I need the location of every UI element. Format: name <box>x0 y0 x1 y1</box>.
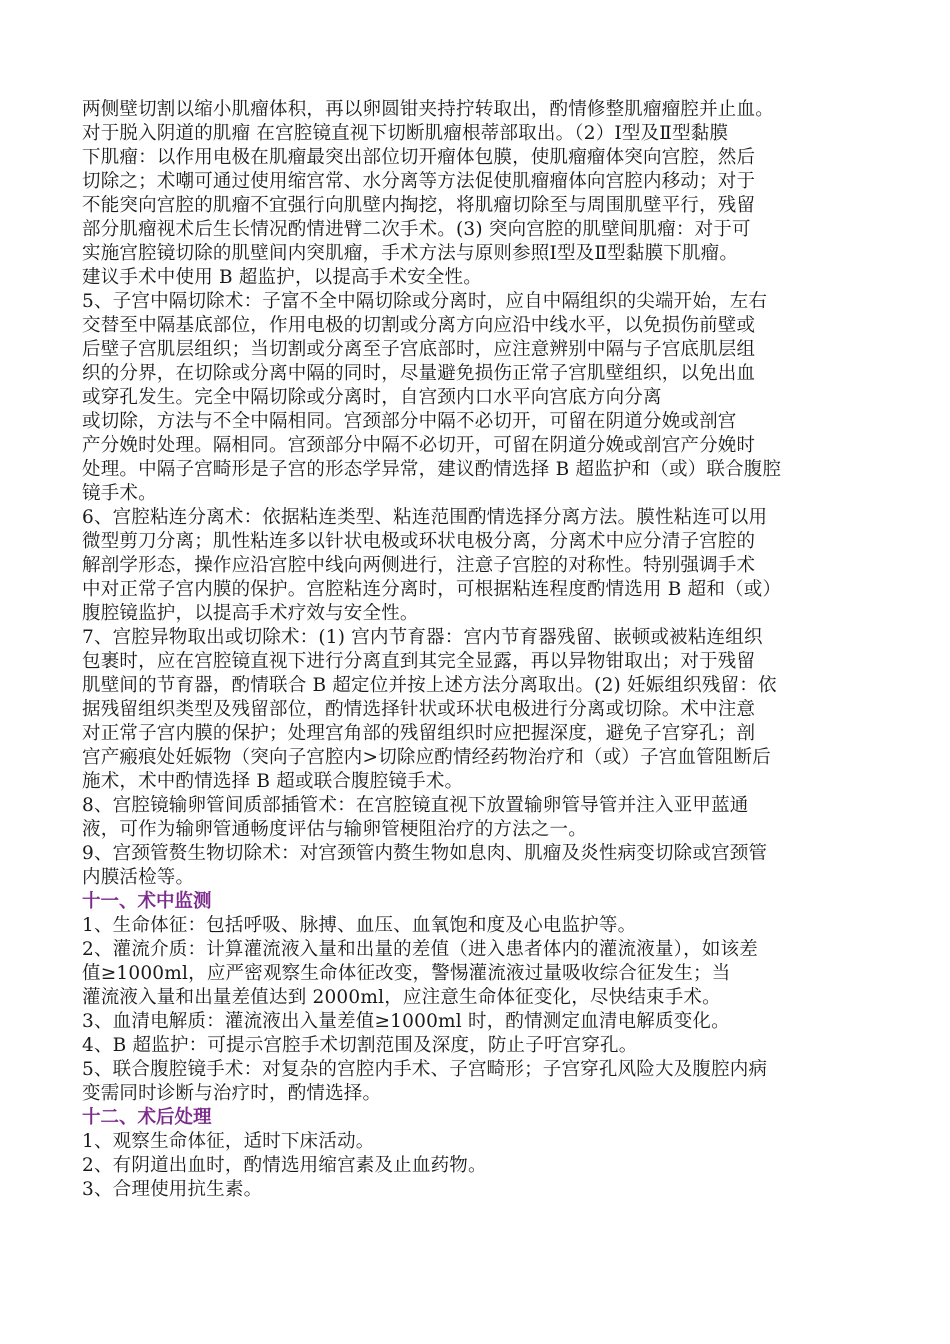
text-line: 对于脱入阴道的肌瘤 在宫腔镜直视下切断肌瘤根蒂部取出。（2）Ⅰ型及Ⅱ型黏膜 <box>82 123 729 144</box>
text-line: 4、B 超监护：可提示宫腔手术切割范围及深度，防止子吁宫穿孔。 <box>82 1035 638 1056</box>
text-line: 7、宫腔异物取出或切除术：(1) 宫内节育器：宫内节育器残留、嵌顿或被粘连组织 <box>82 627 763 648</box>
section-heading: 十一、术中监测 <box>82 891 212 912</box>
section-heading: 十二、术后处理 <box>82 1107 212 1128</box>
text-line: 内膜活检等。 <box>82 867 195 888</box>
text-line: 建议手术中使用 B 超监护，以提高手术安全性。 <box>82 267 482 288</box>
text-line: 2、灌流介质：计算灌流液入量和出量的差值（进入患者体内的灌流液量），如该差 <box>82 939 758 960</box>
text-line: 2、有阴道出血时，酌情选用缩宫素及止血药物。 <box>82 1155 487 1176</box>
section-intraop-monitoring <box>82 890 878 1106</box>
text-line: 解剖学形态，操作应沿宫腔中线向两侧进行，注意子宫腔的对称性。特别强调手术 <box>82 555 756 576</box>
text-line: 微型剪刀分离；肌性粘连多以针状电极或环状电极分离，分离术中应分清子宫腔的 <box>82 531 756 552</box>
text-line: 实施宫腔镜切除的肌壁间内突肌瘤，手术方法与原则参照Ⅰ型及Ⅱ型黏膜下肌瘤。 <box>82 243 739 264</box>
text-line: 1、生命体征：包括呼吸、脉搏、血压、血氧饱和度及心电监护等。 <box>82 915 637 936</box>
text-line: 处理。中隔子宫畸形是子宫的形态学异常，建议酌情选择 B 超监护和（或）联合腹腔 <box>82 459 782 480</box>
text-line: 5、联合腹腔镜手术：对复杂的宫腔内手术、子宫畸形；子宫穿孔风险大及腹腔内病 <box>82 1059 768 1080</box>
body-text <box>82 98 878 890</box>
text-line: 或穿孔发生。完全中隔切除或分离时，自宫颈内口水平向宫底方向分离 <box>82 387 662 408</box>
section-postop-care <box>82 1106 878 1202</box>
text-line: 灌流液入量和出量差值达到 2000ml，应注意生命体征变化，尽快结束手术。 <box>82 987 721 1008</box>
text-line: 两侧壁切割以缩小肌瘤体积，再以卵圆钳夹持拧转取出，酌情修整肌瘤瘤腔并止血。 <box>82 99 774 120</box>
text-line: 或切除，方法与不全中隔相同。宫颈部分中隔不必切开，可留在阴道分娩或剖宫 <box>82 411 737 432</box>
text-line: 对正常子宫内膜的保护；处理宫角部的残留组织时应把握深度，避免子宫穿孔；剖 <box>82 723 756 744</box>
text-line: 8、宫腔镜输卵管间质部插管术：在宫腔镜直视下放置输卵管导管并注入亚甲蓝通 <box>82 795 749 816</box>
text-line: 镜手术。 <box>82 483 157 504</box>
text-line: 变需同时诊断与治疗时，酌情选择。 <box>82 1083 382 1104</box>
text-line: 1、观察生命体征，适时下床活动。 <box>82 1131 375 1152</box>
text-line: 不能突向宫腔的肌瘤不宜强行向肌壁内掏挖，将肌瘤切除至与周围肌壁平行，残留 <box>82 195 756 216</box>
text-line: 施术，术中酌情选择 B 超或联合腹腔镜手术。 <box>82 771 464 792</box>
text-line: 织的分界，在切除或分离中隔的同时，尽量避免损伤正常子宫肌壁组织，以免出血 <box>82 363 756 384</box>
text-line: 值≥1000ml，应严密观察生命体征改变，警惕灌流液过量吸收综合征发生；当 <box>82 963 731 984</box>
document-page <box>82 98 878 1202</box>
text-line: 5、子宫中隔切除术：子富不全中隔切除或分离时，应自中隔组织的尖端开始，左右 <box>82 291 768 312</box>
text-line: 产分娩时处理。隔相同。宫颈部分中隔不必切开，可留在阴道分娩或剖宫产分娩时 <box>82 435 756 456</box>
text-line: 据残留组织类型及残留部位，酌情选择针状或环状电极进行分离或切除。术中注意 <box>82 699 756 720</box>
text-line: 包裹时，应在宫腔镜直视下进行分离直到其完全显露，再以异物钳取出；对于残留 <box>82 651 756 672</box>
text-line: 中对正常子宫内膜的保护。宫腔粘连分离时，可根据粘连程度酌情选用 B 超和（或） <box>82 579 782 600</box>
text-line: 肌壁间的节育器，酌情联合 B 超定位并按上述方法分离取出。(2) 妊娠组织残留：依 <box>82 675 777 696</box>
text-line: 下肌瘤：以作用电极在肌瘤最突出部位切开瘤体包膜，使肌瘤瘤体突向宫腔，然后 <box>82 147 756 168</box>
text-line: 9、宫颈管赘生物切除术：对宫颈管内赘生物如息肉、肌瘤及炎性病变切除或宫颈管 <box>82 843 768 864</box>
text-line: 腹腔镜监护，以提高手术疗效与安全性。 <box>82 603 419 624</box>
text-line: 切除之；术嘲可通过使用缩宫常、水分离等方法促使肌瘤瘤体向宫腔内移动；对于 <box>82 171 756 192</box>
text-line: 部分肌瘤视术后生长情况酌情进臂二次手术。(3) 突向宫腔的肌壁间肌瘤：对于可 <box>82 219 751 240</box>
text-line: 6、宫腔粘连分离术：依据粘连类型、粘连范围酌情选择分离方法。膜性粘连可以用 <box>82 507 768 528</box>
text-line: 液，可作为输卵管通畅度评估与输卵管梗阻治疗的方法之一。 <box>82 819 587 840</box>
text-line: 3、合理使用抗生素。 <box>82 1179 263 1200</box>
text-line: 后壁子宫肌层组织；当切割或分离至子宫底部时，应注意辨别中隔与子宫底肌层组 <box>82 339 756 360</box>
text-line: 宫产瘢痕处妊娠物（突向子宫腔内>切除应酌情经药物治疗和（或）子宫血管阻断后 <box>82 747 771 768</box>
text-line: 交替至中隔基底部位，作用电极的切割或分离方向应沿中线水平，以免损伤前壁或 <box>82 315 756 336</box>
text-line: 3、血清电解质：灌流液出入量差值≥1000ml 时，酌情测定血清电解质变化。 <box>82 1011 730 1032</box>
